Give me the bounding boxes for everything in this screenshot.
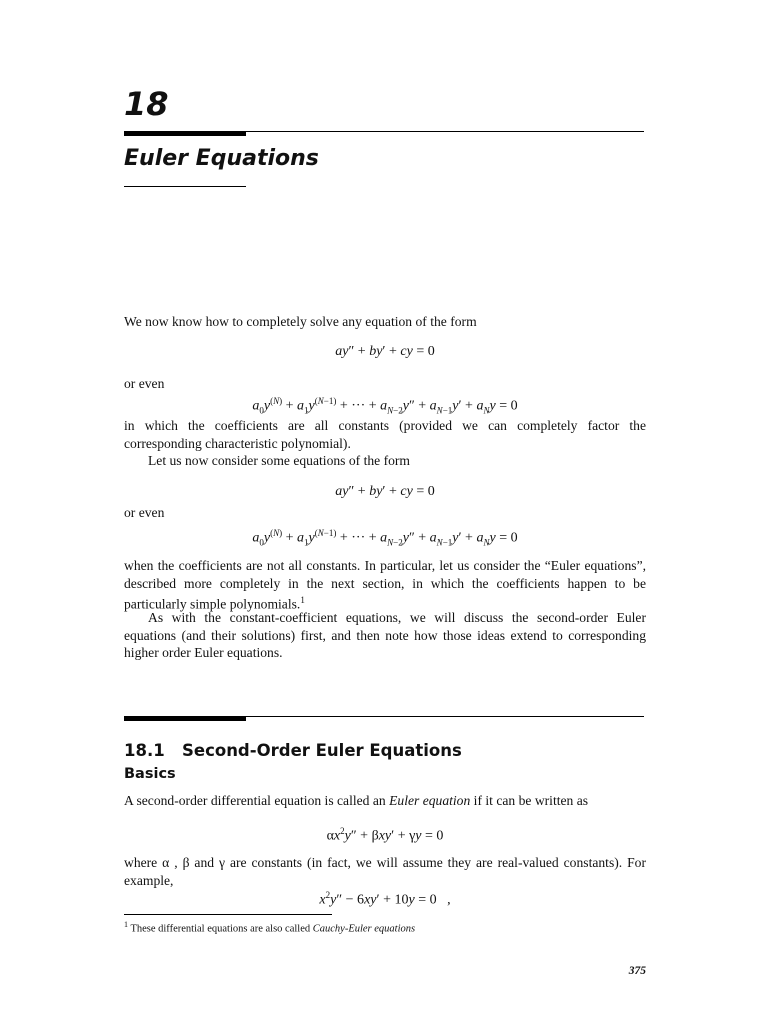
euler-equation-term: Euler equation [389,793,471,808]
chapter-title: Euler Equations [124,146,319,171]
equation-nth-order-1: $a_0y^{(N)} + a_1y^{(N-1)}$ + ··· + $a_{N-2}y'' + a_{N-1}y' + a_Ny = 0$ [252,396,518,416]
section-title: Second-Order Euler Equations [182,741,462,760]
intro-paragraph-2: in which the coefficients are all constants (provided we can completely factor the corresponding characteristic polynomial). [124,418,646,451]
section-paragraph-1-tail: if it can be written as [470,793,589,808]
intro-paragraph-1: We now know how to completely solve any equation of the form [124,314,477,329]
section-paragraph-1-text: A second-order differential equation is called an [124,793,390,808]
chapter-number: 18 [124,85,169,123]
section-paragraph-2: where α , β and γ are constants (in fact, we will assume they are real-valued constants). For example, [124,855,646,888]
section-heading [124,740,462,762]
equation-nth-order-2: $a_0y^{(N)} + a_1y^{(N-1)}$ + ··· + $a_{N-2}y'' + a_{N-1}y' + a_Ny = 0$ [252,528,518,548]
page-number: 375 [628,965,646,977]
section-number: 18.1 [124,741,165,760]
subsection-heading: Basics [124,766,176,782]
or-even-1: or even [124,376,165,391]
intro-paragraph-5: As with the constant-coefficient equations, we will discuss the second-order Euler equations (and their solutions) first, and then note how those ideas extend to corresponding higher order Euler equations. [124,610,646,660]
or-even-2: or even [124,505,165,520]
equation-euler-example: $x^2y'' - 6xy' + 10y = 0$ , [319,890,451,908]
title-underline [124,186,246,187]
footnote-term: Cauchy-Euler equations [312,923,416,935]
footnote-rule [124,914,332,915]
footnote-text: These differential equations are also called [130,923,313,935]
footnote-reference[interactable]: 1 [300,595,305,605]
footnote-mark: 1 [124,920,128,929]
footnote [124,918,415,937]
intro-paragraph-4-text: when the coefficients are not all constants. In particular, let us consider the “Euler equations”, described more completely in the next section, in which the coefficients happen to be particularly simple polynomials. [124,558,646,612]
section-rule-thin [124,716,644,717]
intro-paragraph-4 [124,557,646,613]
equation-second-order-2: ay″ + by′ + cy = 0 [335,484,435,499]
equation-euler-general: $\alpha x^2y'' + \beta xy' + \gamma y = 0$ [326,826,444,844]
equation-second-order: ay″ + by′ + cy = 0 [335,344,435,359]
chapter-rule-thin [124,131,644,132]
intro-paragraph-3: Let us now consider some equations of the form [148,453,410,468]
section-paragraph-1 [124,792,646,810]
